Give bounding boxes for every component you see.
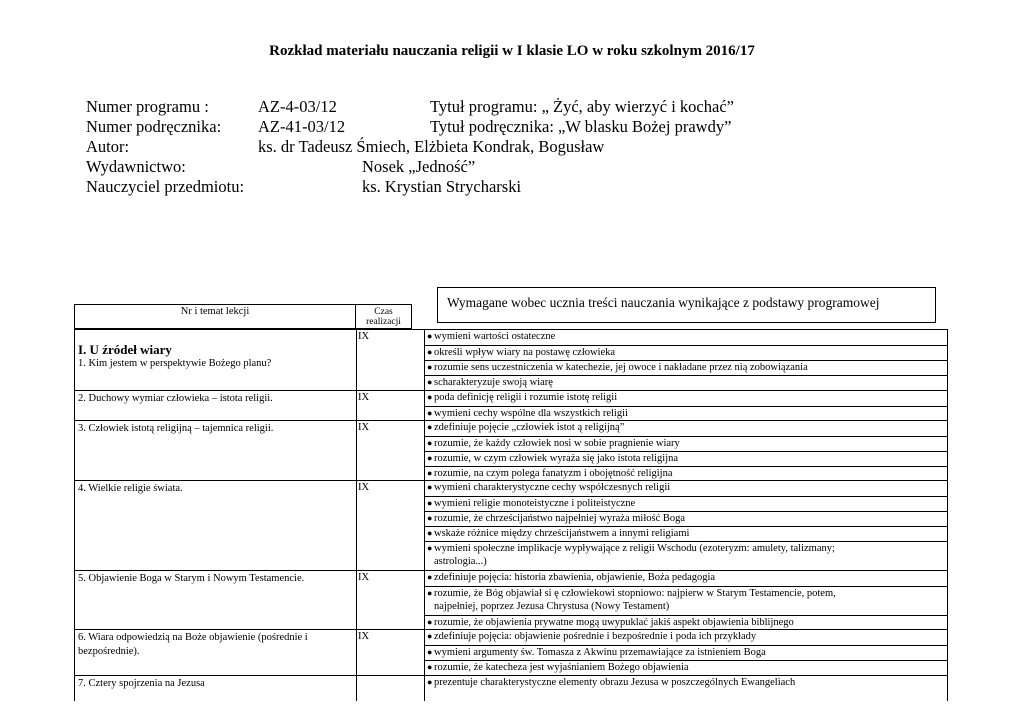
requirements-cell bbox=[425, 391, 947, 420]
requirement-item: ● wymieni cechy wspólne dla wszystkich religii bbox=[425, 406, 947, 420]
requirement-item: ● zdefiniuje pojęcie „człowiek istot ą religijną” bbox=[427, 422, 625, 433]
time-cell: IX bbox=[357, 571, 425, 629]
teacher-label: Nauczyciel przedmiotu: bbox=[86, 177, 245, 196]
requirement-item: ● wskaże różnice między chrześcijaństwem a innymi religiami bbox=[425, 526, 947, 540]
program-number-value: AZ-4-03/12 bbox=[258, 97, 337, 116]
topic-cell: 4. Wielkie religie świata. bbox=[75, 481, 357, 570]
bullet-icon: ● bbox=[427, 647, 433, 657]
bullet-icon: ● bbox=[427, 362, 433, 372]
requirement-item: ● poda definicję religii i rozumie istotę religii bbox=[427, 392, 618, 403]
topic-cell: 2. Duchowy wymiar człowieka – istota religii. bbox=[75, 391, 357, 420]
table-row bbox=[74, 480, 948, 571]
time-cell: IX bbox=[357, 421, 425, 480]
requirements-cell bbox=[425, 630, 947, 675]
bullet-icon: ● bbox=[427, 631, 433, 641]
time-cell: IX bbox=[357, 391, 425, 420]
bullet-icon: ● bbox=[427, 422, 433, 432]
textbook-title: Tytuł podręcznika: „W blasku Bożej prawdy” bbox=[430, 117, 732, 136]
bullet-icon: ● bbox=[427, 543, 433, 553]
document-title: Rozkład materiału nauczania religii w I klasie LO w roku szkolnym 2016/17 bbox=[269, 43, 755, 59]
time-cell: IX bbox=[357, 330, 425, 390]
requirement-item: ● wymieni charakterystyczne cechy współczesnych religii bbox=[427, 482, 671, 493]
time-cell: IX bbox=[357, 481, 425, 570]
author-value: ks. dr Tadeusz Śmiech, Elżbieta Kondrak, Bogusław bbox=[258, 137, 605, 156]
bullet-icon: ● bbox=[427, 528, 433, 538]
requirement-item: ● rozumie, w czym człowiek wyraża się jako istota religijna bbox=[425, 451, 947, 465]
time-cell bbox=[357, 676, 425, 701]
requirement-item: ● prezentuje charakterystyczne elementy obrazu Jezusa w poszczególnych Ewangeliach bbox=[427, 677, 796, 688]
table-row bbox=[74, 570, 948, 630]
bullet-icon: ● bbox=[427, 617, 433, 627]
requirement-item: ● wymieni społeczne implikacje wypływające z religii Wschodu (ezoteryzm: amulety, talizmany; astrologia...) bbox=[425, 541, 947, 568]
requirement-item: ● wymieni wartości ostateczne bbox=[427, 331, 556, 342]
bullet-icon: ● bbox=[427, 331, 433, 341]
topic-cell: 5. Objawienie Boga w Starym i Nowym Testamencie. bbox=[75, 571, 357, 629]
bullet-icon: ● bbox=[427, 482, 433, 492]
bullet-icon: ● bbox=[427, 572, 433, 582]
bullet-icon: ● bbox=[427, 438, 433, 448]
requirement-item: ● zdefiniuje pojęcia: historia zbawienia, objawienie, Boża pedagogia bbox=[427, 572, 716, 583]
requirement-item: ● wymieni argumenty św. Tomasza z Akwinu przemawiające za istnieniem Boga bbox=[425, 645, 947, 659]
requirement-item: ● wymieni religie monoteistyczne i politeistyczne bbox=[425, 496, 947, 510]
publisher-label: Wydawnictwo: bbox=[86, 157, 186, 176]
time-header-line1: Czas bbox=[374, 307, 393, 317]
requirements-cell bbox=[425, 481, 947, 570]
bullet-icon: ● bbox=[427, 408, 433, 418]
textbook-number-label: Numer podręcznika: bbox=[86, 117, 222, 136]
topic-column-header: Nr i temat lekcji bbox=[74, 304, 356, 329]
bullet-icon: ● bbox=[427, 513, 433, 523]
teacher-value: ks. Krystian Strycharski bbox=[362, 177, 522, 196]
program-title: Tytuł programu: „ Żyć, aby wierzyć i kochać” bbox=[430, 97, 734, 116]
requirement-item: ● rozumie sens uczestniczenia w katechezie, jej owoce i nakładane przez nią zobowiązania bbox=[425, 360, 947, 374]
time-header-line2: realizacji bbox=[366, 317, 401, 327]
topic-cell: 6. Wiara odpowiedzią na Boże objawienie (pośrednie i bezpośrednie). bbox=[75, 630, 357, 675]
bullet-icon: ● bbox=[427, 468, 433, 478]
requirements-cell bbox=[425, 676, 947, 701]
requirement-item: ● scharakteryzuje swoją wiarę bbox=[425, 375, 947, 389]
requirement-item: ● rozumie, na czym polega fanatyzm i obojętność religijna bbox=[425, 466, 947, 480]
requirement-item: ● rozumie, że objawienia prywatne mogą uwypuklać jakiś aspekt objawienia biblijnego bbox=[425, 615, 947, 629]
table-row bbox=[74, 329, 948, 391]
requirements-header: Wymagane wobec ucznia treści nauczania wynikające z podstawy programowej bbox=[437, 287, 936, 323]
bullet-icon: ● bbox=[427, 377, 433, 387]
table-row bbox=[74, 420, 948, 481]
bullet-icon: ● bbox=[427, 347, 433, 357]
requirement-item: ● określi wpływ wiary na postawę człowieka bbox=[425, 345, 947, 359]
time-column-header bbox=[356, 304, 412, 329]
publisher-value: Nosek „Jedność” bbox=[362, 157, 476, 176]
bullet-icon: ● bbox=[427, 588, 433, 598]
requirement-item: ● rozumie, że katecheza jest wyjaśnianiem Bożego objawienia bbox=[425, 660, 947, 674]
requirement-item: ● rozumie, że każdy człowiek nosi w sobie pragnienie wiary bbox=[425, 436, 947, 450]
requirement-item: ● zdefiniuje pojęcia: objawienie pośrednie i bezpośrednie i poda ich przykłady bbox=[427, 631, 757, 642]
bullet-icon: ● bbox=[427, 392, 433, 402]
table-row bbox=[74, 390, 948, 421]
time-cell: IX bbox=[357, 630, 425, 675]
requirement-item: ● rozumie, że chrześcijaństwo najpełniej wyraża miłość Boga bbox=[425, 511, 947, 525]
textbook-number-value: AZ-41-03/12 bbox=[258, 117, 346, 136]
author-label: Autor: bbox=[86, 137, 130, 156]
topic-cell: 3. Człowiek istotą religijną – tajemnica religii. bbox=[75, 421, 357, 480]
table-row bbox=[74, 629, 948, 676]
requirements-cell bbox=[425, 421, 947, 480]
topic-cell: 7. Cztery spojrzenia na Jezusa bbox=[75, 676, 357, 701]
section-heading: I. U źródeł wiary bbox=[78, 342, 172, 357]
topic-cell bbox=[75, 330, 357, 390]
requirement-item: ● rozumie, że Bóg objawiał si ę człowiekowi stopniowo: najpierw w Starym Testamencie, potem, najpełniej, poprzez Jezusa Chrystusa (Nowy Testament) bbox=[425, 586, 947, 613]
requirements-cell bbox=[425, 330, 947, 390]
bullet-icon: ● bbox=[427, 498, 433, 508]
bullet-icon: ● bbox=[427, 453, 433, 463]
program-number-label: Numer programu : bbox=[86, 97, 209, 116]
topic-text: 1. Kim jestem w perspektywie Bożego planu? bbox=[78, 358, 272, 369]
bullet-icon: ● bbox=[427, 677, 433, 687]
requirements-cell bbox=[425, 571, 947, 629]
table-row bbox=[74, 675, 948, 701]
bullet-icon: ● bbox=[427, 662, 433, 672]
